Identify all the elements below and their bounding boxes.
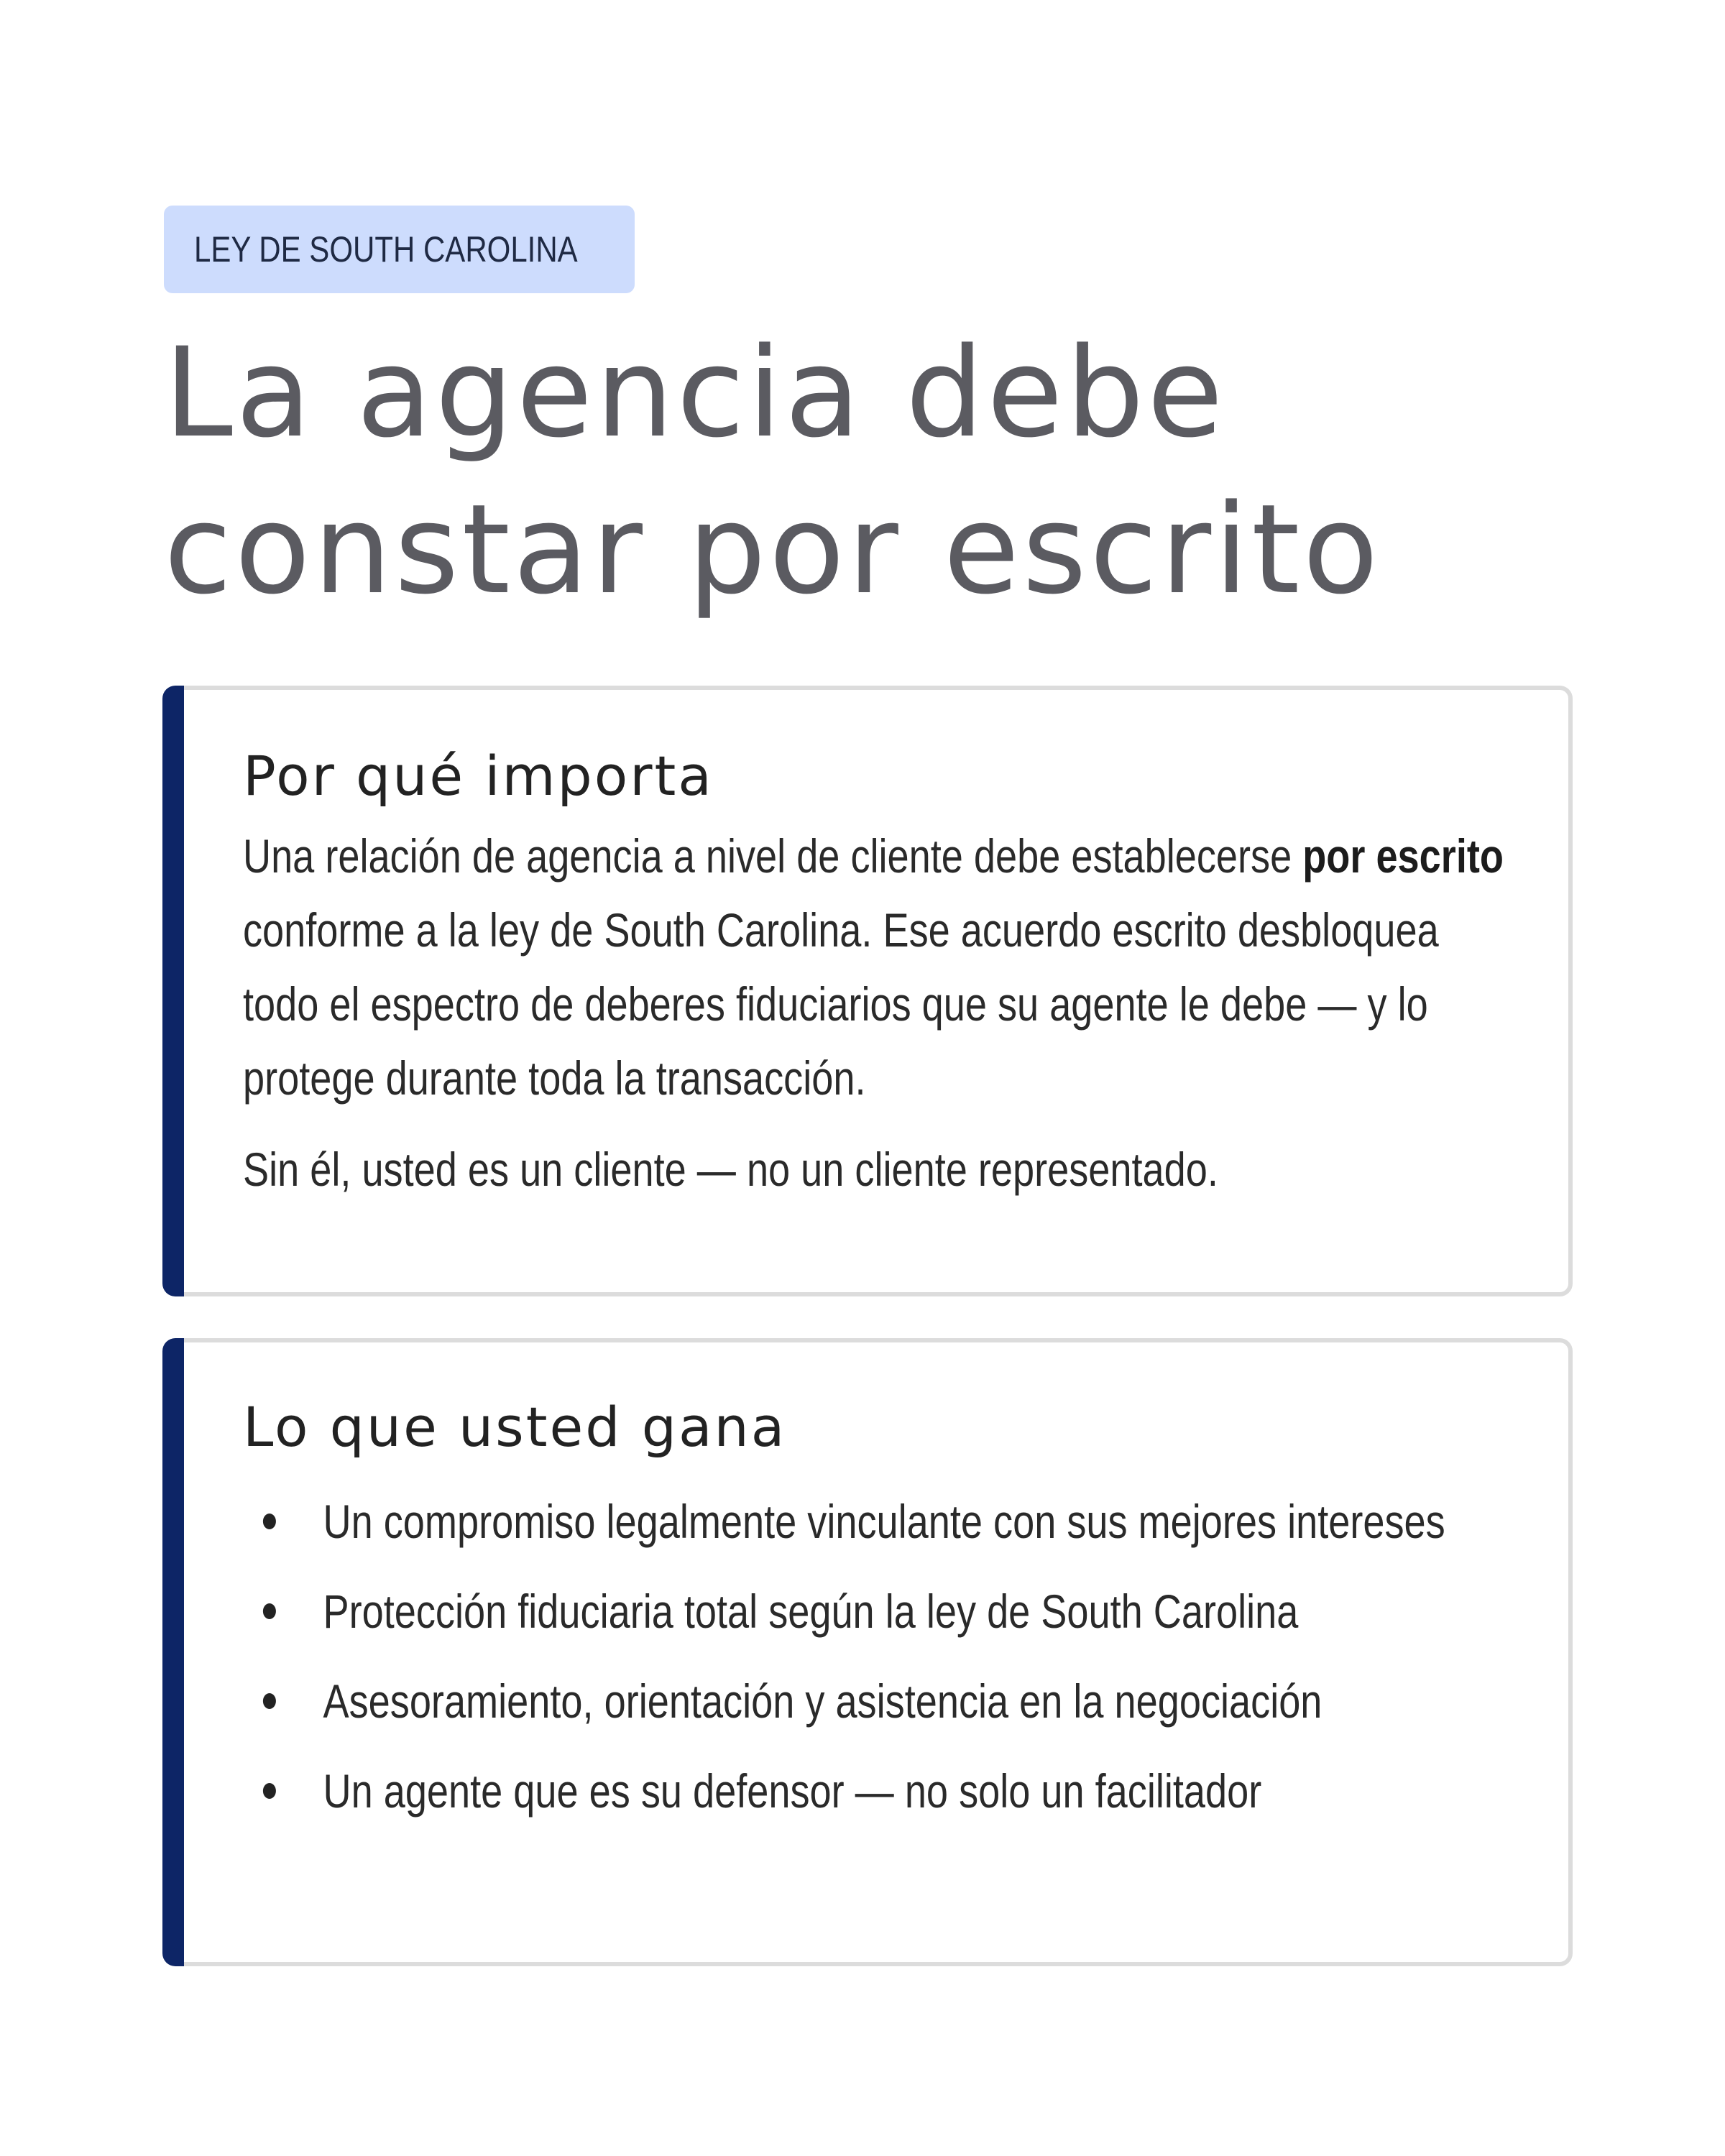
category-badge xyxy=(164,206,635,293)
bullet-icon xyxy=(263,1783,276,1799)
bullet-icon xyxy=(263,1514,276,1529)
list-item-text: Un compromiso legalmente vinculante con sus mejores intereses xyxy=(323,1495,1445,1548)
card-heading: Lo que usted gana xyxy=(243,1395,787,1459)
card-paragraph xyxy=(243,819,1510,1115)
page xyxy=(164,206,1573,1818)
what-you-gain-card xyxy=(164,1338,1573,1966)
card-heading: Por qué importa xyxy=(243,744,714,808)
paragraph-text: Una relación de agencia a nivel de cliente debe establecerse xyxy=(243,829,1303,883)
list-item-text: Protección fiduciaria total según la ley de South Carolina xyxy=(323,1585,1299,1638)
card-accent-bar xyxy=(162,686,184,1296)
bullet-icon xyxy=(263,1693,276,1709)
emphasis-text: por escrito xyxy=(1302,829,1504,883)
list-item xyxy=(243,1664,1510,1738)
bullet-icon xyxy=(263,1603,276,1619)
category-badge-label: LEY DE SOUTH CAROLINA xyxy=(194,229,578,270)
list-item-text: Un agente que es su defensor — no solo un facilitador xyxy=(323,1764,1262,1818)
paragraph-text: conforme a la ley de South Carolina. Ese acuerdo escrito desbloquea todo el espectro de deberes fiduciarios que su agente le debe — y lo protege durante toda la transacción. xyxy=(243,903,1439,1105)
list-item xyxy=(243,1754,1510,1828)
benefits-list xyxy=(243,1485,1510,1844)
page-title: La agencia debe constar por escrito xyxy=(164,321,1381,622)
card-paragraph: Sin él, usted es un cliente — no un cliente representado. xyxy=(243,1143,1218,1196)
list-item-text: Asesoramiento, orientación y asistencia en la negociación xyxy=(323,1674,1322,1728)
list-item xyxy=(243,1575,1510,1649)
card-accent-bar xyxy=(162,1338,184,1966)
why-it-matters-card xyxy=(164,686,1573,1296)
list-item xyxy=(243,1485,1510,1559)
